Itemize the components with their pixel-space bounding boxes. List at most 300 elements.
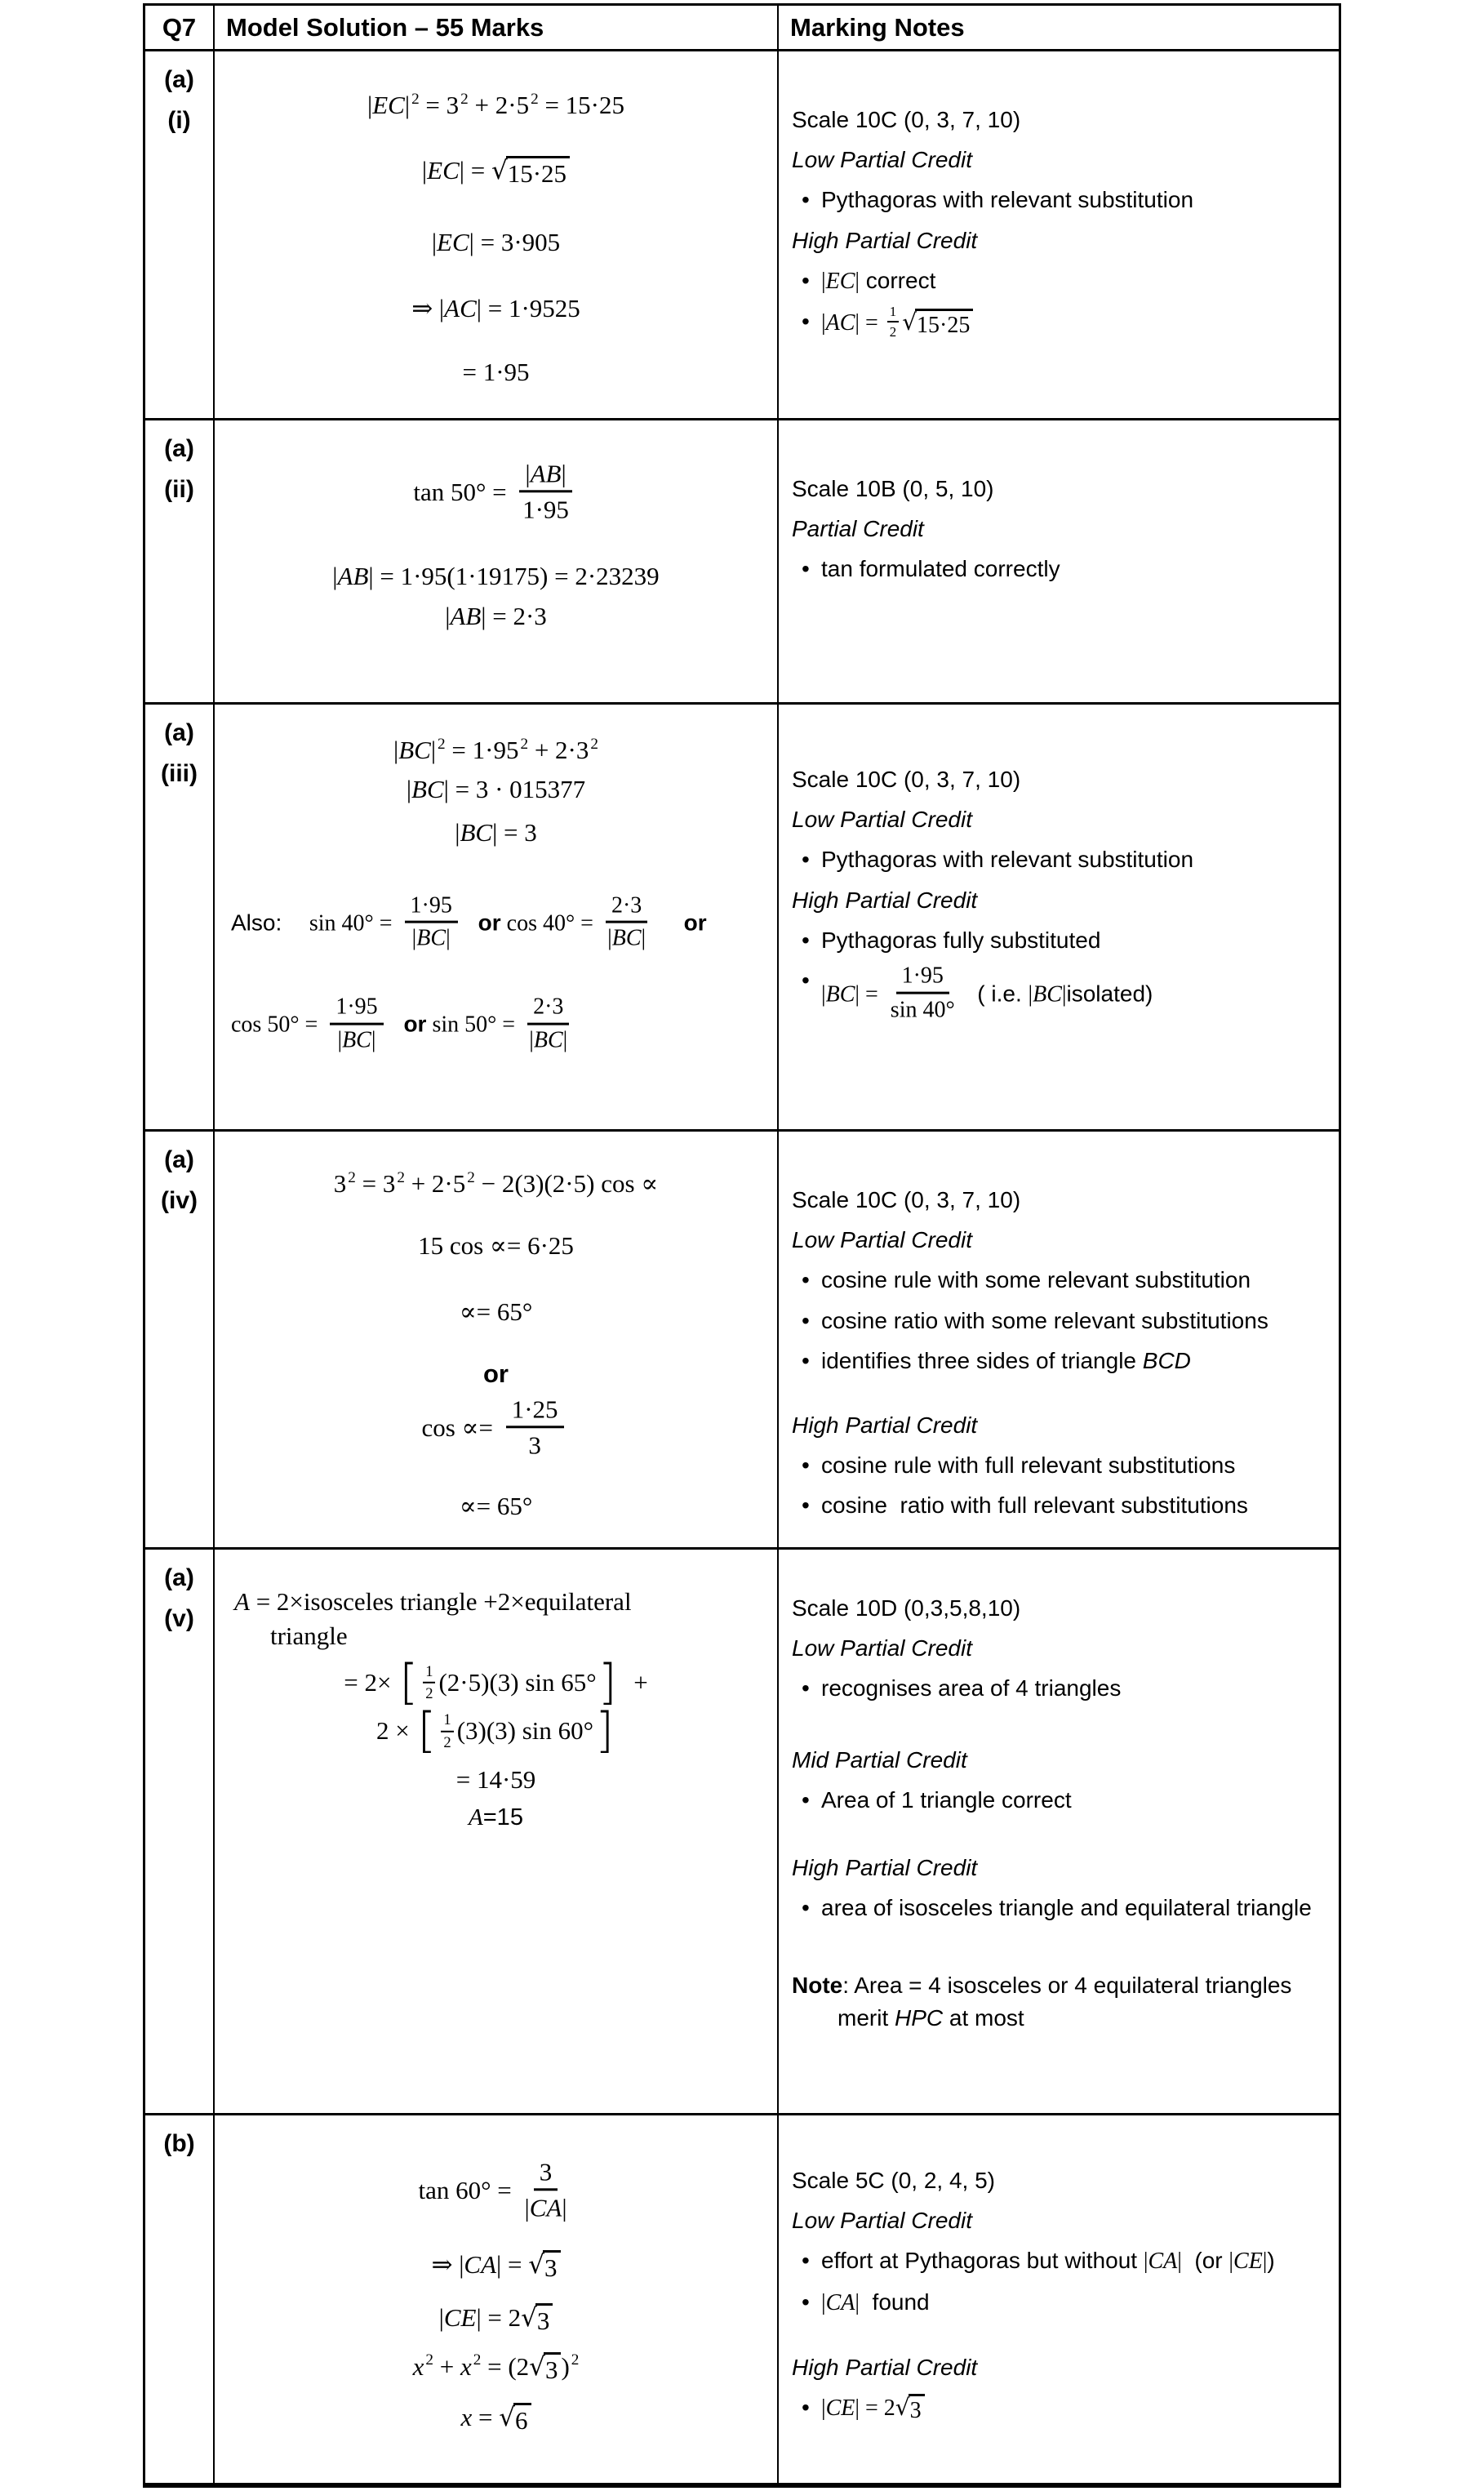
bullet-text xyxy=(821,1784,1332,1816)
bullet-text xyxy=(821,1672,1332,1704)
table-row xyxy=(145,51,1339,420)
left-bracket: [ xyxy=(399,1653,419,1710)
math-text: | xyxy=(607,926,612,952)
fraction-numerator xyxy=(887,304,899,322)
math-text: | xyxy=(1229,2249,1234,2275)
credit-heading xyxy=(792,1852,1332,1884)
solution-line xyxy=(223,600,769,633)
bullet-icon: • xyxy=(802,556,810,582)
math-text: | xyxy=(406,775,412,804)
text: Low Partial Credit xyxy=(792,2208,972,2234)
math-text: | xyxy=(337,1027,343,1053)
math-text: | xyxy=(1143,2249,1149,2275)
superscript: 2 xyxy=(473,2351,482,2369)
solution-line xyxy=(223,1397,769,1463)
text: cosine rule with full relevant substitutions xyxy=(821,1452,1236,1479)
math-text: | xyxy=(438,2302,444,2332)
question-part-label: (a) xyxy=(164,66,194,93)
question-part-label: (a) xyxy=(164,1564,194,1591)
math-variable: EC xyxy=(372,91,405,119)
radical-icon: √ xyxy=(521,2302,537,2333)
math-text: | = 3 · 015377 xyxy=(443,775,586,804)
math-text: + xyxy=(633,1667,648,1697)
solution-line xyxy=(223,1653,769,1710)
credit-heading xyxy=(792,1744,1332,1776)
note-text xyxy=(792,1969,1332,2033)
text: Scale 10C (0, 3, 7, 10) xyxy=(792,107,1021,132)
fraction xyxy=(330,994,383,1054)
fraction xyxy=(506,1394,564,1460)
solution-line xyxy=(223,2351,769,2385)
math-text: = 1·95 xyxy=(445,736,519,764)
notes-bullet xyxy=(792,1345,1332,1377)
question-part-cell xyxy=(145,1132,215,1547)
notes-bullet xyxy=(792,964,1332,1026)
notes-bullet xyxy=(792,184,1332,216)
fraction-denominator xyxy=(529,1025,567,1054)
text: recognises area of 4 triangles xyxy=(821,1675,1122,1701)
math-text: = 2×isosceles triangle +2×equilateral xyxy=(249,1587,632,1616)
question-part-cell xyxy=(145,420,215,702)
credit-heading xyxy=(792,225,1332,256)
math-text: + 2·3 xyxy=(528,736,589,764)
solution-line xyxy=(223,2401,769,2435)
scale-line xyxy=(792,473,1332,505)
math-text: = xyxy=(481,2351,509,2381)
table-row xyxy=(145,420,1339,705)
math-text: tan 50° = xyxy=(413,477,513,506)
fraction-numerator xyxy=(896,962,949,994)
text: ( i.e. xyxy=(977,981,1029,1007)
text: High Partial Credit xyxy=(792,1412,978,1438)
table-row xyxy=(145,705,1339,1132)
solution-line xyxy=(223,89,769,122)
superscript: 2 xyxy=(425,2351,433,2369)
radical-icon: √ xyxy=(528,2250,545,2280)
notes-bullet xyxy=(792,265,1332,297)
text: Pythagoras with relevant substitution xyxy=(821,847,1194,873)
math-text: ⇒ | xyxy=(411,293,445,322)
math-text: | xyxy=(821,2289,826,2315)
table-row xyxy=(145,2115,1339,2483)
math-text: = 3 xyxy=(419,91,460,119)
text: correct xyxy=(860,267,936,293)
text: cosine ratio with full relevant substitutions xyxy=(821,1492,1248,1519)
left-bracket: [ xyxy=(417,1701,437,1759)
right-bracket: ] xyxy=(598,1653,617,1710)
marking-notes-cell xyxy=(779,420,1339,702)
math-text: | = xyxy=(855,981,884,1008)
bullet-icon: • xyxy=(802,1675,810,1701)
solution-line xyxy=(223,292,769,325)
fraction xyxy=(423,1662,435,1703)
math-text: 2·3 xyxy=(611,892,642,919)
bold-text: or xyxy=(403,1011,427,1037)
header-q7-label: Q7 xyxy=(162,12,197,42)
credit-heading xyxy=(792,1632,1332,1664)
math-variable: BC xyxy=(460,817,493,847)
fraction xyxy=(441,1711,453,1752)
credit-heading xyxy=(792,1409,1332,1441)
credit-heading xyxy=(792,1224,1332,1256)
math-text: tan 60° = xyxy=(418,2175,518,2204)
superscript: 2 xyxy=(520,735,529,753)
fraction xyxy=(519,458,571,524)
math-text: 3 xyxy=(539,2157,553,2186)
solution-line xyxy=(223,1296,769,1328)
model-solution-cell xyxy=(215,1550,779,2113)
math-text: 3 xyxy=(544,2253,558,2283)
superscript: 2 xyxy=(438,735,446,753)
fraction-denominator xyxy=(412,923,451,953)
solution-line xyxy=(223,1803,769,1834)
bullet-icon: • xyxy=(802,1895,810,1921)
radicand xyxy=(909,2394,925,2425)
bullet-icon: • xyxy=(802,267,810,293)
solution-line xyxy=(223,816,769,849)
superscript: 2 xyxy=(411,90,420,108)
fraction xyxy=(891,962,955,1024)
math-text: 1·95 xyxy=(335,994,378,1020)
math-text: 2 xyxy=(443,1733,451,1751)
solution-line xyxy=(223,1764,769,1796)
radicand xyxy=(506,156,570,189)
scale-line xyxy=(792,2164,1332,2196)
math-text: 1 xyxy=(443,1710,451,1728)
math-variable: AC xyxy=(825,309,855,336)
header-marking-notes xyxy=(779,6,1339,49)
math-variable: BC xyxy=(411,775,444,804)
notes-bullet xyxy=(792,1489,1332,1521)
question-part-label: (iv) xyxy=(161,1186,198,1214)
bullet-text xyxy=(821,1305,1332,1337)
math-text: 3 xyxy=(528,1430,541,1460)
fraction xyxy=(887,304,899,340)
text: Low Partial Credit xyxy=(792,1635,972,1661)
fraction-denominator xyxy=(528,1429,541,1461)
math-text: | xyxy=(821,981,826,1008)
math-variable: BC xyxy=(1033,981,1062,1008)
notes-bullet xyxy=(792,553,1332,585)
header-model-solution-label: Model Solution – 55 Marks xyxy=(226,12,544,42)
bullet-text xyxy=(821,1449,1332,1481)
solution-line xyxy=(223,154,769,189)
math-text: 3 xyxy=(536,2306,550,2335)
superscript: 2 xyxy=(531,90,539,108)
radical-icon: √ xyxy=(895,2393,910,2421)
math-text: 1·95 xyxy=(410,892,452,919)
math-text: 15 cos ∝= 6·25 xyxy=(418,1231,574,1261)
math-text: sin 40° = xyxy=(309,910,398,936)
radical-icon: √ xyxy=(491,156,508,186)
fraction xyxy=(524,2156,566,2222)
credit-heading xyxy=(792,2351,1332,2383)
math-text: 1·95 xyxy=(522,495,569,524)
radicand xyxy=(915,309,973,340)
text: at most xyxy=(943,2004,1024,2031)
bullet-text xyxy=(821,964,1332,1026)
math-variable: BC xyxy=(825,981,855,1008)
model-solution-cell xyxy=(215,51,779,418)
notes-bullet xyxy=(792,843,1332,875)
fraction xyxy=(527,994,569,1054)
bullet-icon: • xyxy=(802,308,810,334)
text: identifies three sides of triangle xyxy=(821,1347,1143,1373)
header-marking-notes-label: Marking Notes xyxy=(790,12,965,42)
math-text: − 2(3)(2·5) cos ∝ xyxy=(474,1169,659,1198)
math-text: | = 1·9525 xyxy=(476,293,580,322)
math-text: | xyxy=(421,156,428,185)
solution-line xyxy=(223,1358,769,1390)
text: Low Partial Credit xyxy=(792,807,972,833)
fraction-numerator xyxy=(441,1711,453,1732)
fraction-denominator xyxy=(425,1684,433,1703)
math-text: + xyxy=(433,2351,460,2381)
text: ) xyxy=(1267,2248,1275,2274)
solution-line xyxy=(223,2157,769,2226)
math-variable: A xyxy=(234,1587,250,1616)
solution-line xyxy=(223,1168,769,1200)
notes-bullet xyxy=(792,1784,1332,1816)
math-text: | xyxy=(1177,2249,1182,2275)
solution-line xyxy=(223,560,769,593)
bullet-icon: • xyxy=(802,927,810,953)
math-variable: BC xyxy=(416,926,447,952)
math-text: | xyxy=(529,1027,534,1053)
text: Scale 10C (0, 3, 7, 10) xyxy=(792,1187,1021,1212)
math-text: sin 50° = xyxy=(426,1012,522,1038)
model-solution-cell xyxy=(215,2115,779,2483)
bullet-text xyxy=(821,1489,1332,1521)
math-text: | xyxy=(525,459,531,488)
math-variable: CE xyxy=(825,2395,855,2421)
fraction-denominator xyxy=(891,994,955,1024)
fraction-denominator xyxy=(337,1025,375,1054)
math-text: + 2·5 xyxy=(404,1169,466,1198)
radicand xyxy=(543,2250,561,2283)
radical-icon: √ xyxy=(499,2402,515,2432)
math-text: 2·3 xyxy=(533,994,564,1020)
bullet-icon: • xyxy=(802,1307,810,1333)
text: isolated) xyxy=(1066,981,1153,1007)
bullet-icon: • xyxy=(802,847,810,873)
math-text: | xyxy=(411,926,417,952)
superscript: 2 xyxy=(348,1168,356,1186)
bold-text: or xyxy=(478,910,501,936)
notes-bullet xyxy=(792,1305,1332,1337)
marking-scheme-table xyxy=(143,3,1341,2488)
math-variable: CA xyxy=(1148,2249,1178,2275)
text: Scale 10B (0, 5, 10) xyxy=(792,476,994,501)
marking-notes-cell xyxy=(779,51,1339,418)
notes-bullet xyxy=(792,1264,1332,1296)
solution-line xyxy=(223,1230,769,1262)
text: High Partial Credit xyxy=(792,1854,978,1880)
bullet-text xyxy=(821,2244,1332,2277)
question-part-label: (iii) xyxy=(161,759,198,787)
math-text: 15·25 xyxy=(917,312,971,338)
math-text: | = xyxy=(855,309,884,336)
math-text: 1·95 xyxy=(901,963,944,989)
bullet-text xyxy=(821,843,1332,875)
math-text: = 1·95 xyxy=(462,358,530,387)
sqrt xyxy=(529,2352,561,2385)
math-text: | xyxy=(524,2193,530,2222)
credit-heading xyxy=(792,513,1332,545)
question-part-label: (ii) xyxy=(164,475,194,503)
math-text: | = xyxy=(496,2250,529,2280)
math-text: | = 3 xyxy=(492,817,537,847)
superscript: 2 xyxy=(571,2351,580,2369)
question-part-label: (a) xyxy=(164,435,194,462)
superscript: 2 xyxy=(467,1168,475,1186)
bullet-icon: • xyxy=(802,1492,810,1519)
bullet-icon: • xyxy=(802,2394,810,2420)
question-part-label: (v) xyxy=(164,1604,194,1632)
math-variable: EC xyxy=(825,268,855,294)
bullet-text xyxy=(821,1892,1332,1924)
bullet-text xyxy=(821,553,1332,585)
plain-text: =15 xyxy=(482,1804,523,1831)
fraction xyxy=(405,892,458,953)
math-text: | xyxy=(562,2193,567,2222)
math-text: | xyxy=(641,926,646,952)
math-text: | xyxy=(332,562,338,591)
fraction-denominator xyxy=(522,492,569,524)
solution-line xyxy=(223,1620,769,1653)
notes-bullet xyxy=(792,1672,1332,1704)
right-bracket: ] xyxy=(595,1701,615,1759)
math-text: | xyxy=(562,1027,568,1053)
fraction-denominator xyxy=(524,2191,566,2222)
math-text: | xyxy=(821,268,826,294)
solution-line xyxy=(223,1701,769,1759)
math-variable: x xyxy=(460,2351,472,2381)
fraction-denominator xyxy=(890,322,896,340)
solution-line xyxy=(223,1586,769,1618)
credit-heading xyxy=(792,803,1332,835)
bullet-text xyxy=(821,305,1332,342)
math-variable: CA xyxy=(529,2193,562,2222)
fraction-numerator xyxy=(423,1662,435,1683)
table-row xyxy=(145,1132,1339,1550)
math-text: 1 xyxy=(425,1662,433,1680)
marking-notes-cell xyxy=(779,1550,1339,2113)
bullet-text xyxy=(821,2286,1332,2319)
sqrt xyxy=(528,2250,560,2283)
bold-text: or xyxy=(683,910,707,936)
question-part-label: (i) xyxy=(167,106,191,134)
text: found xyxy=(860,2289,930,2315)
math-text: | xyxy=(821,2395,826,2421)
math-text: | xyxy=(1262,2249,1268,2275)
math-text: triangle xyxy=(270,1621,348,1651)
math-variable: x xyxy=(412,2351,424,2381)
notes-bullet xyxy=(792,1892,1332,1924)
model-solution-cell xyxy=(215,705,779,1129)
solution-line xyxy=(223,892,769,955)
math-text: = 2× xyxy=(344,1667,398,1697)
math-variable: BC xyxy=(398,736,431,764)
math-text: | xyxy=(446,926,451,952)
notes-bullet xyxy=(792,2244,1332,2277)
model-solution-cell xyxy=(215,420,779,702)
notes-bullet xyxy=(792,924,1332,956)
math-text: 3 xyxy=(544,2355,558,2384)
credit-heading xyxy=(792,2204,1332,2236)
bullet-text xyxy=(821,1264,1332,1296)
bullet-icon: • xyxy=(802,2248,810,2274)
solution-line xyxy=(223,734,769,767)
math-variable: EC xyxy=(427,156,460,185)
math-text: | xyxy=(1061,981,1067,1008)
radicand xyxy=(513,2403,531,2435)
math-variable: CE xyxy=(1233,2249,1263,2275)
radicand xyxy=(544,2352,562,2385)
text: cosine ratio with some relevant substitutions xyxy=(821,1307,1269,1333)
solution-line xyxy=(223,461,769,527)
solution-line xyxy=(223,2249,769,2283)
fraction xyxy=(606,892,647,953)
math-text: ⇒ | xyxy=(431,2250,464,2280)
model-solution-cell xyxy=(215,1132,779,1547)
sqrt xyxy=(895,2394,925,2425)
bullet-icon: • xyxy=(802,1347,810,1373)
fraction-denominator xyxy=(607,923,646,953)
notes-bullet xyxy=(792,305,1332,342)
marking-notes-cell xyxy=(779,1132,1339,1547)
text: High Partial Credit xyxy=(792,227,978,253)
math-text: cos 40° = xyxy=(500,910,599,936)
math-variable: AB xyxy=(530,459,562,488)
table-header-row xyxy=(145,6,1339,51)
bullet-icon: • xyxy=(802,2289,810,2315)
fraction-denominator xyxy=(443,1732,451,1751)
text: area of isosceles triangle and equilateral triangle xyxy=(821,1895,1312,1921)
fraction-numerator xyxy=(527,994,569,1025)
credit-heading xyxy=(792,144,1332,176)
credit-heading xyxy=(792,884,1332,916)
text: Pythagoras fully substituted xyxy=(821,927,1101,953)
sqrt xyxy=(521,2303,553,2336)
text: : Area = 4 isosceles or 4 equilateral triangles merit xyxy=(838,1973,1292,2031)
question-part-cell xyxy=(145,2115,215,2483)
math-text: sin 40° xyxy=(890,997,955,1023)
table-row xyxy=(145,1550,1339,2115)
fraction-numerator xyxy=(405,892,458,924)
math-text: = 3 xyxy=(355,1169,396,1198)
math-variable: EC xyxy=(437,228,469,257)
text: tan formulated correctly xyxy=(821,556,1060,582)
math-variable: A xyxy=(469,1804,483,1831)
math-text: | = 2 xyxy=(476,2302,522,2332)
math-text: | xyxy=(1028,981,1033,1008)
question-part-label: (b) xyxy=(163,2130,195,2157)
text: Pythagoras with relevant substitution xyxy=(821,187,1194,213)
math-text: | xyxy=(821,309,826,336)
math-text: 15·25 xyxy=(507,159,567,189)
solution-line xyxy=(223,996,769,1056)
bullet-text xyxy=(821,184,1332,216)
fraction-numerator xyxy=(534,2156,558,2191)
text: effort at Pythagoras but without xyxy=(821,2248,1144,2274)
question-part-cell xyxy=(145,51,215,418)
bullet-icon: • xyxy=(802,1452,810,1479)
math-text: ∝= 65° xyxy=(459,1297,533,1326)
text: High Partial Credit xyxy=(792,2354,978,2380)
sqrt xyxy=(499,2403,531,2435)
marking-notes-cell xyxy=(779,705,1339,1129)
